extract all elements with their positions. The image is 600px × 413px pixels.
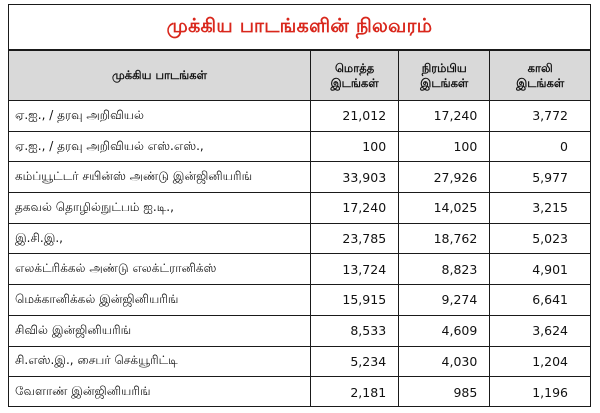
vacant-cell: 1,204 <box>490 346 590 377</box>
vacant-cell: 0 <box>490 131 590 162</box>
header-total <box>311 51 399 101</box>
vacant-cell: 4,901 <box>490 254 590 285</box>
header-filled-line2: இடங்கள் <box>420 75 469 90</box>
subject-cell: ஏ.ஐ., / தரவு அறிவியல் <box>9 101 311 132</box>
subject-cell: சி.எஸ்.இ., சைபர் செக்யூரிட்டி <box>9 346 311 377</box>
title-bar <box>9 5 590 50</box>
header-vacant-line2: இடங்கள் <box>516 75 565 90</box>
subject-cell: இ.சி.இ., <box>9 223 311 254</box>
table-row <box>9 377 590 408</box>
table-row <box>9 223 590 254</box>
header-vacant <box>490 51 590 101</box>
subject-cell: மெக்கானிக்கல் இன்ஜினியரிங் <box>9 285 311 316</box>
total-cell: 8,533 <box>311 315 399 346</box>
table-row <box>9 193 590 224</box>
header-total-line2: இடங்கள் <box>330 75 379 90</box>
vacant-cell: 3,772 <box>490 101 590 132</box>
filled-cell: 14,025 <box>399 193 490 224</box>
subject-cell: சிவில் இன்ஜினியரிங் <box>9 315 311 346</box>
header-subject-label: முக்கிய பாடங்கள் <box>112 68 207 82</box>
header-row <box>9 51 590 101</box>
filled-cell: 4,030 <box>399 346 490 377</box>
filled-cell: 27,926 <box>399 162 490 193</box>
total-cell: 5,234 <box>311 346 399 377</box>
total-cell: 15,915 <box>311 285 399 316</box>
total-cell: 23,785 <box>311 223 399 254</box>
seat-status-table-card <box>8 4 591 407</box>
vacant-cell: 5,023 <box>490 223 590 254</box>
subject-cell: எலக்ட்ரிக்கல் அண்டு எலக்ட்ரானிக்ஸ் <box>9 254 311 285</box>
header-total-line1: மொத்த <box>334 60 375 75</box>
filled-cell: 8,823 <box>399 254 490 285</box>
filled-cell: 4,609 <box>399 315 490 346</box>
table-row <box>9 131 590 162</box>
table-row <box>9 285 590 316</box>
total-cell: 100 <box>311 131 399 162</box>
filled-cell: 100 <box>399 131 490 162</box>
header-filled <box>399 51 490 101</box>
table-title: முக்கிய பாடங்களின் நிலவரம் <box>166 14 433 37</box>
subject-cell: கம்ப்யூட்டர் சயின்ஸ் அண்டு இன்ஜினியரிங் <box>9 162 311 193</box>
vacant-cell: 1,196 <box>490 377 590 408</box>
total-cell: 2,181 <box>311 377 399 408</box>
subject-cell: ஏ.ஐ., / தரவு அறிவியல் எஸ்.எஸ்., <box>9 131 311 162</box>
table-row <box>9 254 590 285</box>
subject-cell: தகவல் தொழில்நுட்பம் ஐ.டி., <box>9 193 311 224</box>
total-cell: 17,240 <box>311 193 399 224</box>
vacant-cell: 6,641 <box>490 285 590 316</box>
filled-cell: 17,240 <box>399 101 490 132</box>
vacant-cell: 3,624 <box>490 315 590 346</box>
seat-status-table <box>9 50 590 407</box>
subject-cell: வேளாண் இன்ஜினியரிங் <box>9 377 311 408</box>
filled-cell: 18,762 <box>399 223 490 254</box>
table-row <box>9 162 590 193</box>
table-row <box>9 315 590 346</box>
filled-cell: 985 <box>399 377 490 408</box>
vacant-cell: 5,977 <box>490 162 590 193</box>
header-subject <box>9 51 311 101</box>
table-row <box>9 346 590 377</box>
total-cell: 13,724 <box>311 254 399 285</box>
total-cell: 33,903 <box>311 162 399 193</box>
vacant-cell: 3,215 <box>490 193 590 224</box>
header-filled-line1: நிரம்பிய <box>421 60 467 75</box>
table-row <box>9 101 590 132</box>
header-vacant-line1: காலி <box>527 60 553 75</box>
total-cell: 21,012 <box>311 101 399 132</box>
filled-cell: 9,274 <box>399 285 490 316</box>
